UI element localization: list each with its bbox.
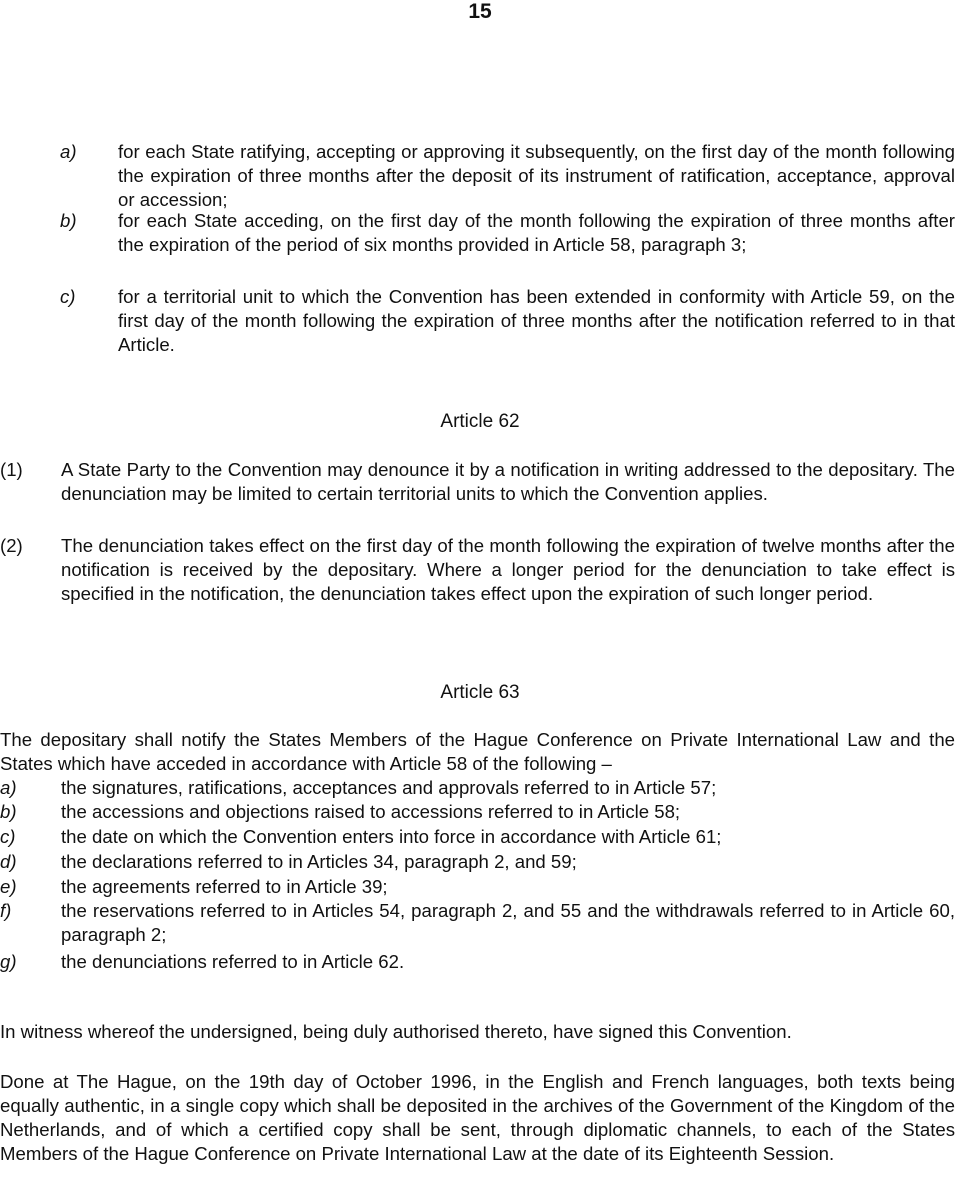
item-marker: d)	[0, 851, 17, 872]
item-text: for each State acceding, on the first day of the month following the expiration of three months after the expiration of the period of six months provided in Article 58, paragraph 3;	[118, 210, 955, 255]
item-marker: g)	[0, 951, 17, 972]
item-marker: f)	[0, 900, 12, 921]
item-text: The denunciation takes effect on the first day of the month following the expiration of twelve months after the notification is received by the depositary. Where a longer period for the denunciation to take effect is specified in the notification, the denunciation takes effect upon the expiration of such longer period.	[61, 535, 955, 604]
list-item	[60, 285, 960, 361]
list-item	[0, 800, 960, 824]
item-text: the date on which the Convention enters into force in accordance with Article 61;	[61, 826, 722, 847]
item-text: the signatures, ratifications, acceptances and approvals referred to in Article 57;	[61, 777, 717, 798]
done-at-clause: Done at The Hague, on the 19th day of October 1996, in the English and French languages, both texts being equally authentic, in a single copy which shall be deposited in the archives of the Government of the Kingdom of the Netherlands, and of which a certified copy shall be sent, through diplomatic channels, to each of the States Members of the Hague Conference on Private International Law at the date of its Eighteenth Session.	[0, 1071, 955, 1164]
list-item	[60, 209, 960, 285]
item-text: for each State ratifying, accepting or approving it subsequently, on the first day of the month following the expiration of three months after the deposit of its instrument of ratification, acceptance, approval or accession;	[118, 141, 955, 210]
list-item	[0, 950, 960, 974]
list-item	[0, 458, 960, 534]
item-marker: (1)	[0, 459, 23, 480]
list-item	[0, 875, 960, 899]
list-item	[60, 140, 960, 216]
item-marker: c)	[0, 826, 16, 847]
item-text: the denunciations referred to in Article 62.	[61, 951, 405, 972]
article-62-heading: Article 62	[440, 411, 520, 432]
item-text: the accessions and objections raised to accessions referred to in Article 58;	[61, 801, 681, 822]
list-item	[0, 534, 960, 634]
item-marker: a)	[60, 141, 77, 162]
item-marker: c)	[60, 286, 76, 307]
item-text: the declarations referred to in Articles 34, paragraph 2, and 59;	[61, 851, 577, 872]
list-item	[0, 776, 960, 800]
item-text: the agreements referred to in Article 39;	[61, 876, 388, 897]
item-marker: b)	[60, 210, 77, 231]
item-marker: (2)	[0, 535, 23, 556]
item-marker: a)	[0, 777, 17, 798]
article-63-intro: The depositary shall notify the States Members of the Hague Conference on Private International Law and the States which have acceded in accordance with Article 58 of the following –	[0, 729, 955, 774]
list-item	[0, 850, 960, 874]
article-63-heading: Article 63	[440, 682, 520, 703]
item-text: for a territorial unit to which the Convention has been extended in conformity with Article 59, on the first day of the month following the expiration of three months after the notification referred to in that Article.	[118, 286, 955, 355]
witness-clause: In witness whereof the undersigned, being duly authorised thereto, have signed this Convention.	[0, 1021, 792, 1042]
page-number: 15	[468, 0, 492, 23]
list-item	[0, 899, 960, 947]
item-marker: e)	[0, 876, 17, 897]
item-marker: b)	[0, 801, 17, 822]
list-item	[0, 825, 960, 849]
item-text: A State Party to the Convention may denounce it by a notification in writing addressed to the depositary. The denunciation may be limited to certain territorial units to which the Convention applies.	[61, 459, 955, 504]
item-text: the reservations referred to in Articles 54, paragraph 2, and 55 and the withdrawals referred to in Article 60, paragraph 2;	[61, 900, 955, 945]
